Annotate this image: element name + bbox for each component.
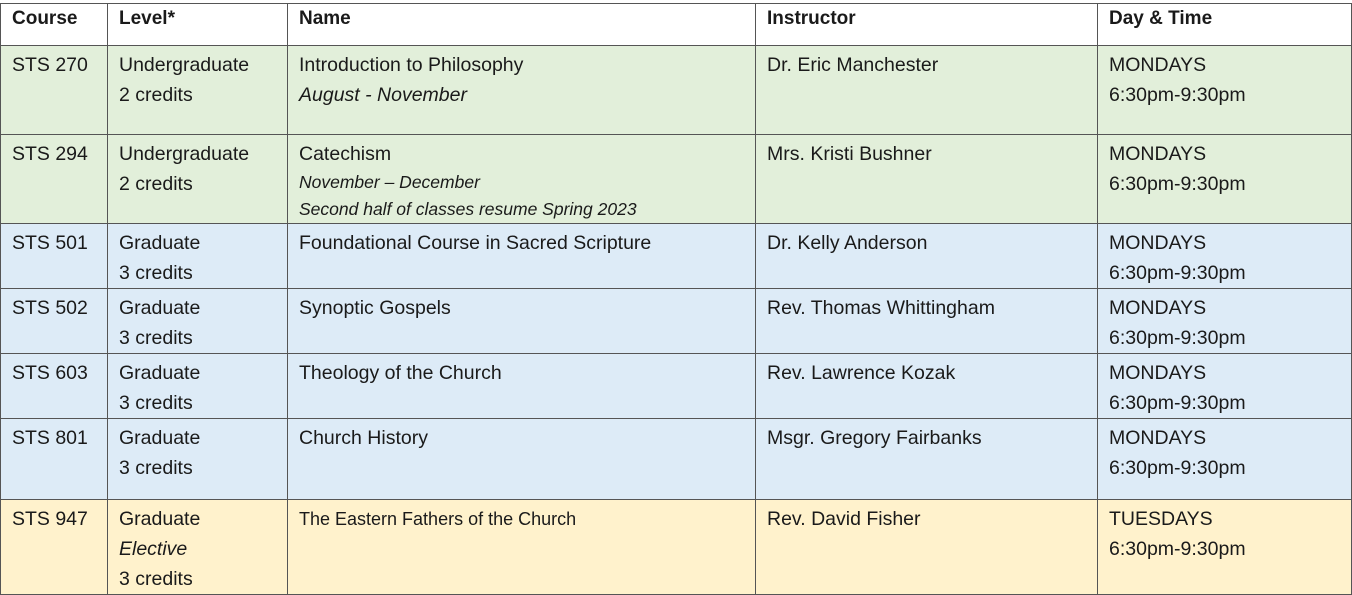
level-text: Graduate (119, 362, 201, 384)
course-code: STS 502 (12, 297, 88, 319)
elective-text: Elective (119, 538, 188, 560)
course-cell (1, 500, 108, 595)
day-time-cell (1098, 135, 1352, 224)
level-text: Graduate (119, 297, 201, 319)
day-text: MONDAYS (1109, 143, 1207, 165)
name-cell (288, 135, 756, 224)
course-cell (1, 135, 108, 224)
instructor-name: Rev. Thomas Whittingham (767, 297, 995, 319)
name-cell (288, 354, 756, 419)
course-code: STS 501 (12, 232, 88, 254)
course-name: Theology of the Church (299, 362, 502, 384)
day-text: MONDAYS (1109, 54, 1207, 76)
name-cell (288, 419, 756, 500)
level-cell (108, 500, 288, 595)
day-time-cell (1098, 419, 1352, 500)
credits-text: 2 credits (119, 84, 193, 106)
instructor-cell (756, 289, 1098, 354)
table-row (1, 419, 1352, 500)
time-text: 6:30pm-9:30pm (1109, 84, 1246, 106)
course-code: STS 294 (12, 143, 88, 165)
header-course: Course (1, 4, 108, 46)
level-cell (108, 224, 288, 289)
course-code: STS 603 (12, 362, 88, 384)
day-time-cell (1098, 289, 1352, 354)
instructor-name: Mrs. Kristi Bushner (767, 143, 932, 165)
credits-text: 3 credits (119, 327, 193, 349)
course-cell (1, 419, 108, 500)
instructor-cell (756, 224, 1098, 289)
course-cell (1, 46, 108, 135)
time-text: 6:30pm-9:30pm (1109, 262, 1246, 284)
level-cell (108, 289, 288, 354)
course-name: Introduction to Philosophy (299, 54, 524, 76)
course-note: August - November (299, 84, 467, 106)
name-cell (288, 224, 756, 289)
time-text: 6:30pm-9:30pm (1109, 457, 1246, 479)
day-text: MONDAYS (1109, 297, 1207, 319)
day-text: TUESDAYS (1109, 508, 1213, 530)
level-cell (108, 46, 288, 135)
course-schedule-table (0, 3, 1352, 595)
course-code: STS 947 (12, 508, 88, 530)
instructor-name: Dr. Eric Manchester (767, 54, 939, 76)
table-row (1, 224, 1352, 289)
time-text: 6:30pm-9:30pm (1109, 538, 1246, 560)
name-cell (288, 500, 756, 595)
level-text: Undergraduate (119, 143, 250, 165)
day-text: MONDAYS (1109, 362, 1207, 384)
instructor-cell (756, 500, 1098, 595)
header-instructor: Instructor (756, 4, 1098, 46)
course-note: November – December (299, 172, 480, 192)
day-text: MONDAYS (1109, 427, 1207, 449)
header-day-time: Day & Time (1098, 4, 1352, 46)
credits-text: 3 credits (119, 568, 193, 590)
level-cell (108, 419, 288, 500)
level-text: Graduate (119, 232, 201, 254)
instructor-cell (756, 46, 1098, 135)
day-time-cell (1098, 354, 1352, 419)
level-cell (108, 135, 288, 224)
credits-text: 3 credits (119, 392, 193, 414)
header-row (1, 4, 1352, 46)
instructor-cell (756, 354, 1098, 419)
header-level: Level* (108, 4, 288, 46)
course-name: Catechism (299, 143, 392, 165)
table-row (1, 46, 1352, 135)
table-row (1, 289, 1352, 354)
course-name: Foundational Course in Sacred Scripture (299, 232, 652, 254)
credits-text: 3 credits (119, 262, 193, 284)
course-name: The Eastern Fathers of the Church (299, 509, 577, 529)
day-time-cell (1098, 224, 1352, 289)
time-text: 6:30pm-9:30pm (1109, 173, 1246, 195)
course-cell (1, 289, 108, 354)
course-name: Church History (299, 427, 428, 449)
header-name: Name (288, 4, 756, 46)
level-text: Graduate (119, 508, 201, 530)
instructor-name: Msgr. Gregory Fairbanks (767, 427, 982, 449)
time-text: 6:30pm-9:30pm (1109, 327, 1246, 349)
course-code: STS 270 (12, 54, 88, 76)
name-cell (288, 46, 756, 135)
level-cell (108, 354, 288, 419)
day-time-cell (1098, 500, 1352, 595)
time-text: 6:30pm-9:30pm (1109, 392, 1246, 414)
instructor-name: Dr. Kelly Anderson (767, 232, 928, 254)
credits-text: 2 credits (119, 173, 193, 195)
course-cell (1, 354, 108, 419)
level-text: Graduate (119, 427, 201, 449)
table-row (1, 354, 1352, 419)
instructor-name: Rev. Lawrence Kozak (767, 362, 956, 384)
day-time-cell (1098, 46, 1352, 135)
course-name: Synoptic Gospels (299, 297, 451, 319)
instructor-cell (756, 135, 1098, 224)
instructor-cell (756, 419, 1098, 500)
course-code: STS 801 (12, 427, 88, 449)
day-text: MONDAYS (1109, 232, 1207, 254)
instructor-name: Rev. David Fisher (767, 508, 921, 530)
name-cell (288, 289, 756, 354)
course-cell (1, 224, 108, 289)
level-text: Undergraduate (119, 54, 250, 76)
table-row (1, 135, 1352, 224)
course-note-secondary: Second half of classes resume Spring 2023 (299, 199, 637, 219)
credits-text: 3 credits (119, 457, 193, 479)
table-row (1, 500, 1352, 595)
